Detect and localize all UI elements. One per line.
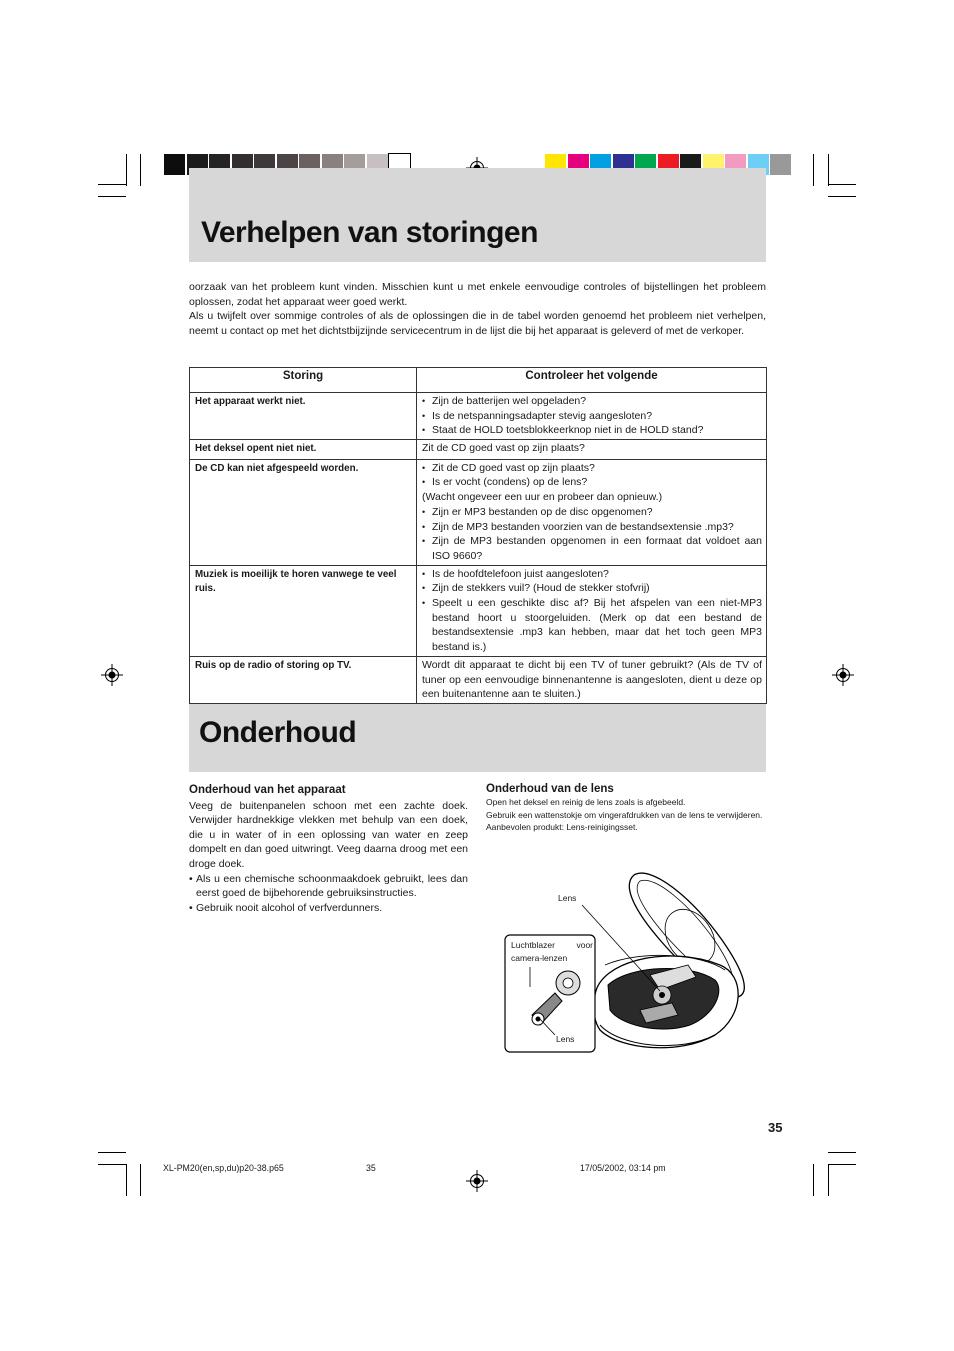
check-item: • Zijn de batterijen wel opgeladen? (422, 394, 762, 409)
check-cell (417, 565, 767, 656)
check-item: • Zijn de stekkers vuil? (Houd de stekker stofvrij) (422, 581, 762, 596)
label-lens-bottom: Lens (556, 1034, 575, 1044)
check-item: • Is er vocht (condens) op de lens? (422, 475, 762, 490)
check-item: • Zijn er MP3 bestanden op de disc opgenomen? (422, 505, 762, 520)
check-item: • Is de hoofdtelefoon juist aangesloten? (422, 567, 762, 582)
instruction-line: Aanbevolen produkt: Lens-reinigingsset. (486, 822, 638, 832)
problem-cell: Het apparaat werkt niet. (190, 393, 417, 440)
intro-paragraph: Als u twijfelt over sommige controles of als de oplossingen die in de tabel worden genoemd het probleem niet verhelpen, neemt u contact op met het dichtstbijzijnde servicecentrum in de lijst die bij het apparaat is geleverd of met de verkoper. (189, 310, 766, 337)
subheading: Onderhoud van het apparaat (189, 784, 346, 796)
check-item: • Zijn de MP3 bestanden opgenomen in een formaat dat voldoet aan ISO 9660? (422, 534, 762, 563)
intro-text (189, 280, 766, 338)
section-title: Onderhoud (199, 716, 357, 749)
paragraph: Veeg de buitenpanelen schoon met een zachte doek. Verwijder hardnekkige vlekken met behulp van een doek, die u in water of in een oplossing van water en zeep dompelt en dan goed uitwringt. Veeg daarna droog met een droge doek. (189, 799, 468, 870)
label-lens-top: Lens (558, 893, 577, 903)
page-title: Verhelpen van storingen (201, 216, 538, 249)
problem-cell: Ruis op de radio of storing op TV. (190, 656, 417, 703)
table-row (190, 565, 767, 656)
color-swatch (164, 154, 185, 175)
label-air-blower: Luchtblazer voor camera-lenzen (511, 940, 593, 963)
check-item: • Is de netspanningsadapter stevig aangesloten? (422, 409, 762, 424)
troubleshooting-table (189, 367, 767, 704)
instruction-line: Gebruik een wattenstokje om vingerafdrukken van de lens te verwijderen. (486, 809, 763, 820)
section-header-band (189, 168, 766, 262)
registration-mark-right (832, 664, 854, 686)
column-header-problem: Storing (190, 368, 417, 393)
page-number: 35 (768, 1120, 783, 1135)
check-text: Wordt dit apparaat te dicht bij een TV of tuner gebruikt? (Als de TV of tuner op een eenvoudige binnenantenne is aangesloten, dient u deze op een buitenantenne aan te sluiten.) (422, 658, 762, 701)
check-item: • Speelt u een geschikte disc af? Bij het afspelen van een niet-MP3 bestand hoort u stoorgeluiden. (Merk op dat een bestand de bestandsextensie .mp3 kan hebben, maar dat het toch geen MP3 bestand is.) (422, 596, 762, 655)
column-header-check: Controleer het volgende (417, 368, 767, 393)
check-cell (417, 440, 767, 460)
table-row (190, 459, 767, 565)
footer-filename: XL-PM20(en,sp,du)p20-38.p65 (163, 1163, 284, 1173)
check-note: (Wacht ongeveer een uur en probeer dan opnieuw.) (422, 491, 663, 504)
maintenance-device-column (189, 783, 468, 915)
intro-paragraph: oorzaak van het probleem kunt vinden. Misschien kunt u met enkele eenvoudige controles of bijstellingen het probleem oplossen, zodat het apparaat weer goed werkt. (189, 281, 766, 308)
check-cell (417, 459, 767, 565)
section-header-band (189, 704, 766, 772)
maintenance-lens-column (486, 783, 766, 834)
check-item: • Zit de CD goed vast op zijn plaats? (422, 461, 762, 476)
check-item: • Staat de HOLD toetsblokkeerknop niet in de HOLD stand? (422, 423, 762, 438)
check-item: • Zijn de MP3 bestanden voorzien van de bestandsextensie .mp3? (422, 520, 762, 535)
subheading: Onderhoud van de lens (486, 783, 614, 795)
table-row (190, 440, 767, 460)
check-cell (417, 393, 767, 440)
table-header-row (190, 368, 767, 393)
table-row (190, 656, 767, 703)
footer-datetime: 17/05/2002, 03:14 pm (580, 1163, 666, 1173)
footer-page: 35 (366, 1163, 376, 1173)
color-swatch (770, 154, 791, 175)
table-row (190, 393, 767, 440)
problem-cell: De CD kan niet afgespeeld worden. (190, 459, 417, 565)
problem-cell: Het deksel opent niet niet. (190, 440, 417, 460)
problem-cell: Muziek is moeilijk te horen vanwege te veel ruis. (190, 565, 417, 656)
bullet-item: • Gebruik nooit alcohol of verfverdunners. (189, 901, 468, 916)
check-cell (417, 656, 767, 703)
registration-mark-left (101, 664, 123, 686)
registration-mark-bottom (466, 1170, 488, 1192)
check-text: Zit de CD goed vast op zijn plaats? (422, 442, 585, 455)
instruction-line: Open het deksel en reinig de lens zoals is afgebeeld. (486, 797, 686, 807)
bullet-item: • Als u een chemische schoonmaakdoek gebruikt, lees dan eerst goed de bijbehorende gebruiksinstructies. (189, 872, 468, 901)
